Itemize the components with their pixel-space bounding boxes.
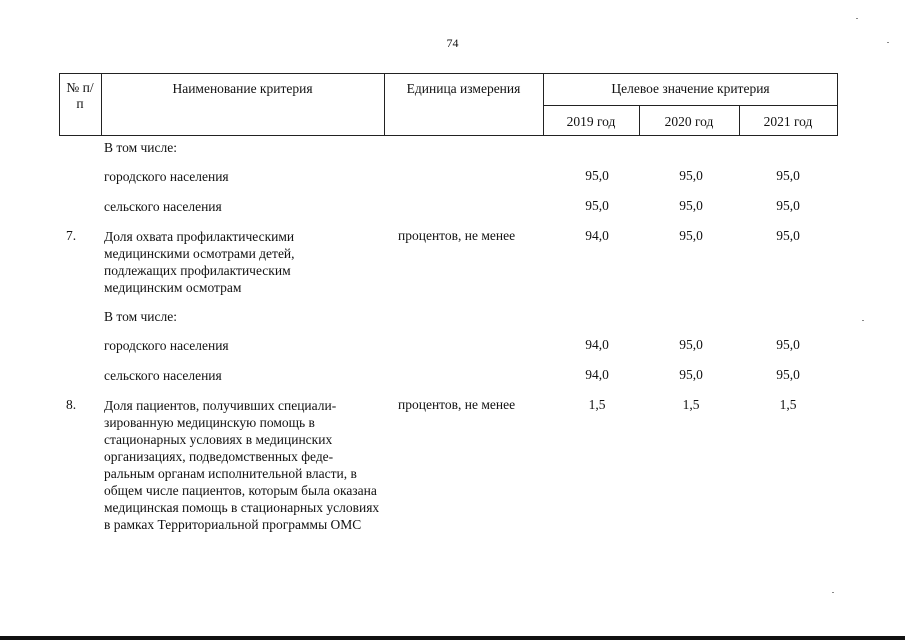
scan-speck [862,320,864,321]
row-value-2021: 1,5 [779,397,797,412]
header-name-label: Наименование критерия [172,81,313,96]
scan-speck [887,42,889,43]
row-criterion: Доля пациентов, получивших специали-зированную медицинскую помощь в стационарных условиях в медицинских организациях, подведомственных феде-ральным органам исполнительной власти, в общем числе пациентов, которым была оказана медицинская помощь в стационарных условиях в рамках Территориальной программы ОМС [104,398,380,532]
bottom-rule [0,636,905,640]
row-value-2019: 94,0 [585,228,609,243]
scan-speck [832,592,834,593]
row-value-2019: 95,0 [585,168,609,183]
row-value-2019: 95,0 [585,198,609,213]
row-value-2021: 95,0 [776,337,800,352]
row-value-2020: 95,0 [679,337,703,352]
row-value-2019: 94,0 [585,367,609,382]
row-value-2020: 95,0 [679,367,703,382]
row-criterion: сельского населения [104,199,222,214]
row-value-2020: 95,0 [679,228,703,243]
row-subheading: В том числе: [104,140,177,155]
row-value-2021: 95,0 [776,228,800,243]
row-subheading: В том числе: [104,309,177,324]
row-value-2021: 95,0 [776,367,800,382]
header-target-label: Целевое значение критерия [611,81,770,96]
row-criterion: городского населения [104,338,229,353]
row-criterion: городского населения [104,169,229,184]
row-unit: процентов, не менее [398,397,516,412]
header-num-label: № п/п [66,80,94,111]
row-value-2019: 1,5 [588,397,606,412]
row-value-2021: 95,0 [776,168,800,183]
row-criterion: сельского населения [104,368,222,383]
row-unit: процентов, не менее [398,228,516,243]
header-unit-label: Единица измерения [406,81,521,96]
table-header [59,73,838,136]
page-number: 74 [446,36,459,50]
scan-speck [856,18,858,19]
row-value-2021: 95,0 [776,198,800,213]
header-year-2021: 2021 год [763,114,813,129]
row-number: 8. [66,397,77,412]
header-year-2020: 2020 год [664,114,714,129]
header-year-2019: 2019 год [566,114,616,129]
row-value-2020: 95,0 [679,168,703,183]
row-criterion: Доля охвата профилактическими медицинскими осмотрами детей, подлежащих профилактическим медицинским осмотрам [104,229,295,295]
row-value-2020: 1,5 [682,397,700,412]
row-number: 7. [66,228,77,243]
row-value-2020: 95,0 [679,198,703,213]
row-value-2019: 94,0 [585,337,609,352]
